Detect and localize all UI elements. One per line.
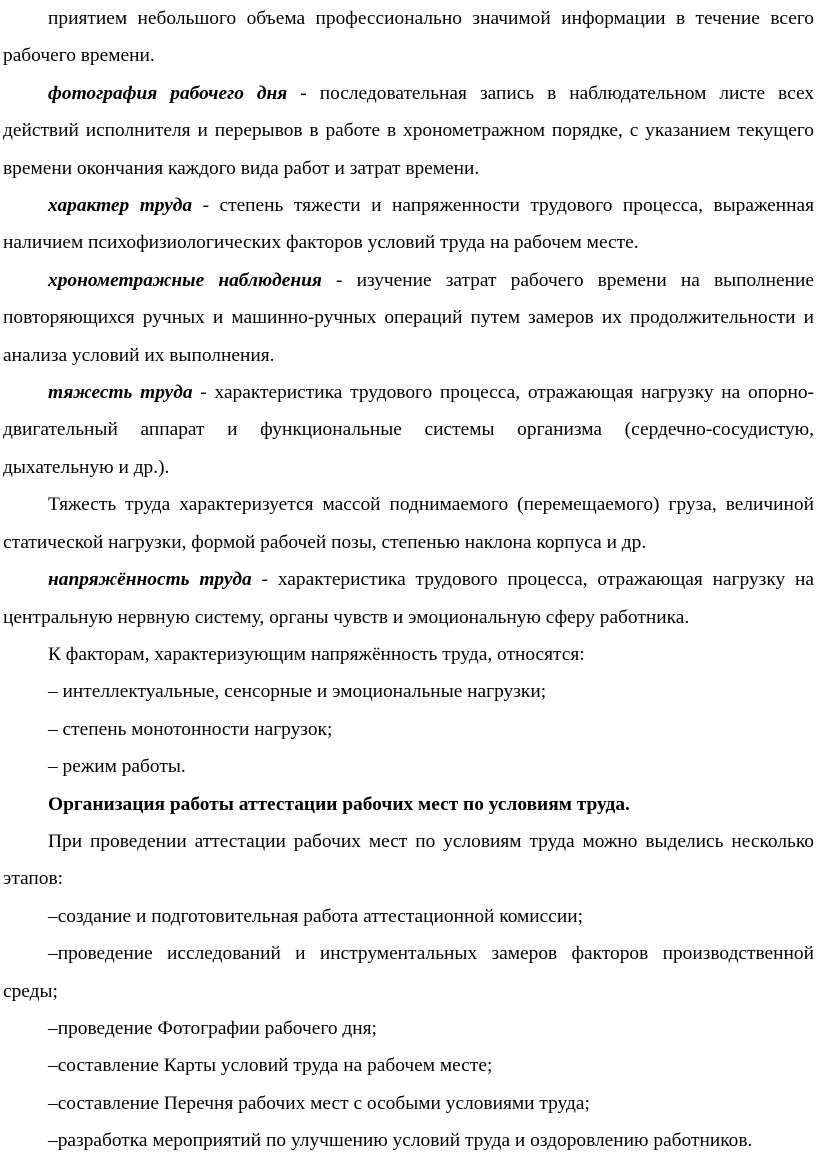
paragraph-text: Тяжесть труда характеризуется массой поднимаемого (перемещаемого) груза, величиной статической нагрузки, формой рабочей позы, степенью наклона корпуса и др. bbox=[3, 494, 814, 553]
term-label: напряжённость труда bbox=[48, 569, 252, 591]
paragraph-continuation bbox=[3, 0, 814, 75]
list-item-factor: – режим работы. bbox=[48, 756, 186, 778]
list-item-stage: –создание и подготовительная работа аттестационной комиссии; bbox=[48, 905, 584, 927]
definition-nature-of-work bbox=[3, 187, 814, 262]
list-item-stage: –разработка мероприятий по улучшению условий труда и оздоровлению работников. bbox=[48, 1130, 753, 1152]
definition-text: - степень тяжести и напряженности трудового процесса, выраженная наличием психофизиологических факторов условий труда на рабочем месте. bbox=[3, 195, 814, 254]
definition-text: - изучение затрат рабочего времени на выполнение повторяющихся ручных и машинно-ручных операций путем замеров их продолжительности и анализа условий их выполнения. bbox=[3, 269, 814, 366]
paragraph-severity-description bbox=[3, 486, 814, 561]
definition-text: - характеристика трудового процесса, отражающая нагрузку на центральную нервную систему, органы чувств и эмоциональную сферу работника. bbox=[3, 569, 814, 628]
list-item-stage: –составление Карты условий труда на рабочем месте; bbox=[48, 1055, 493, 1077]
term-label: фотография рабочего дня bbox=[48, 82, 288, 104]
term-label: тяжесть труда bbox=[48, 382, 193, 404]
list-item-stage: –проведение исследований и инструментальных замеров факторов производственной среды; bbox=[3, 943, 814, 1002]
list-item-stage: –составление Перечня рабочих мест с особыми условиями труда; bbox=[48, 1092, 590, 1114]
list-item-stage: –проведение Фотографии рабочего дня; bbox=[48, 1017, 377, 1039]
definition-text: - последовательная запись в наблюдательном листе всех действий исполнителя и перерывов в работе в хронометражном порядке, с указанием текущего времени окончания каждого вида работ и затрат времени. bbox=[3, 82, 814, 179]
term-label: хронометражные наблюдения bbox=[48, 269, 322, 291]
definition-text: - характеристика трудового процесса, отражающая нагрузку на опорно-двигательный аппарат и функциональные системы организма (сердечно-сосудистую, дыхательную и др.). bbox=[3, 382, 815, 478]
list-item-factor: – степень монотонности нагрузок; bbox=[48, 718, 333, 740]
term-label: характер труда bbox=[48, 195, 193, 217]
paragraph-text: К факторам, характеризующим напряжённость труда, относятся: bbox=[48, 643, 585, 665]
paragraph-text: приятием небольшого объема профессионально значимой информации в течение всего рабочего времени. bbox=[3, 8, 814, 67]
list-item-factor: – интеллектуальные, сенсорные и эмоциональные нагрузки; bbox=[48, 681, 547, 703]
definition-timing-observations bbox=[3, 262, 814, 374]
definition-photo-work-day bbox=[3, 75, 814, 187]
section-heading: Организация работы аттестации рабочих мест по условиям труда. bbox=[48, 793, 630, 815]
definition-work-intensity bbox=[3, 561, 814, 636]
paragraph-stages-intro: При проведении аттестации рабочих мест по условиям труда можно выделись несколько этапов: bbox=[3, 830, 814, 890]
paragraph-factors-intro bbox=[3, 636, 814, 673]
definition-work-severity bbox=[3, 374, 814, 486]
